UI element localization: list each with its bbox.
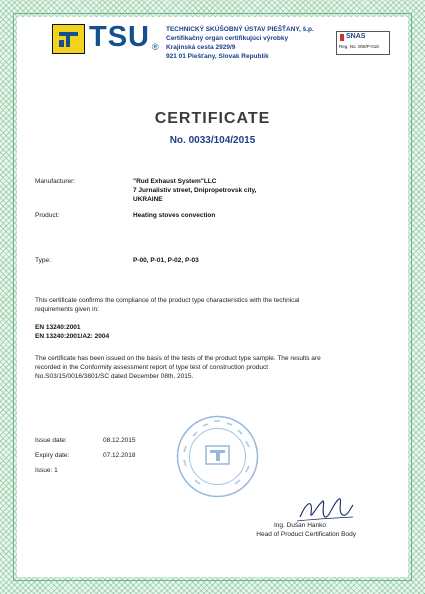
snas-badge bbox=[336, 31, 390, 55]
certificate-title: CERTIFICATE bbox=[154, 110, 271, 127]
basis-paragraph bbox=[35, 354, 365, 381]
manufacturer-label: Manufacturer: bbox=[35, 178, 76, 185]
product-label: Product: bbox=[35, 212, 60, 219]
snas-reg-no: Reg. No. 008/P-018 bbox=[339, 44, 379, 49]
paragraph-line: recorded in the Conformity assessment report of type test of construction product bbox=[35, 364, 269, 371]
institute-line: Krajinská cesta 2929/9 bbox=[166, 44, 236, 51]
tsu-logo-mark bbox=[52, 24, 85, 54]
standard-item: EN 13240:2001 bbox=[35, 324, 81, 331]
expiry-date-label: Expiry date: bbox=[35, 452, 70, 459]
certificate-number: No. 0033/104/2015 bbox=[169, 135, 256, 146]
paragraph-line: No.S03/15/0016/3801/SC dated December 08th, 2015. bbox=[35, 373, 194, 380]
paragraph-line: requirements given in: bbox=[35, 306, 99, 313]
signer-name: Ing. Dušan Hanko bbox=[273, 522, 326, 529]
type-value: P-00, P-01, P-02, P-03 bbox=[133, 257, 199, 264]
manufacturer-value bbox=[133, 177, 256, 204]
snas-name: SNAS bbox=[346, 33, 366, 40]
institute-address bbox=[166, 25, 356, 61]
manufacturer-line: UKRAINE bbox=[133, 196, 163, 203]
issue-date-label: Issue date: bbox=[35, 437, 67, 444]
product-value: Heating stoves convection bbox=[133, 212, 216, 219]
issue-date-value: 08.12.2015 bbox=[103, 437, 136, 444]
manufacturer-line: "Rud Exhaust System"LLC bbox=[133, 178, 217, 185]
paragraph-line: The certificate has been issued on the basis of the tests of the product type sample. The results are bbox=[35, 355, 321, 362]
official-stamp bbox=[175, 414, 260, 504]
manufacturer-line: 7 Jurnalistiv street, Dnipropetrovsk city, bbox=[133, 187, 257, 194]
signer-role: Head of Product Certification Body bbox=[256, 531, 356, 538]
expiry-date-value: 07.12.2018 bbox=[103, 452, 136, 459]
compliance-paragraph bbox=[35, 296, 365, 314]
standard-item: EN 13240:2001/A2: 2004 bbox=[35, 333, 110, 340]
paragraph-line: This certificate confirms the compliance of the product type characteristics with the technical bbox=[35, 297, 300, 304]
type-label: Type: bbox=[35, 257, 51, 264]
registered-mark: ® bbox=[152, 42, 159, 52]
institute-line: 921 01 Piešťany, Slovak Republik bbox=[166, 53, 269, 60]
issue-number: Issue: 1 bbox=[35, 467, 58, 474]
snas-flag-icon bbox=[340, 34, 344, 41]
tsu-logo bbox=[52, 21, 160, 54]
logo-text: TSU bbox=[89, 21, 150, 53]
institute-line: TECHNICKÝ SKÚŠOBNÝ ÚSTAV PIEŠŤANY, š.p. bbox=[166, 26, 314, 33]
institute-line: Certifikačný orgán certifikujúci výrobky bbox=[166, 35, 289, 42]
standards-list bbox=[35, 323, 109, 341]
